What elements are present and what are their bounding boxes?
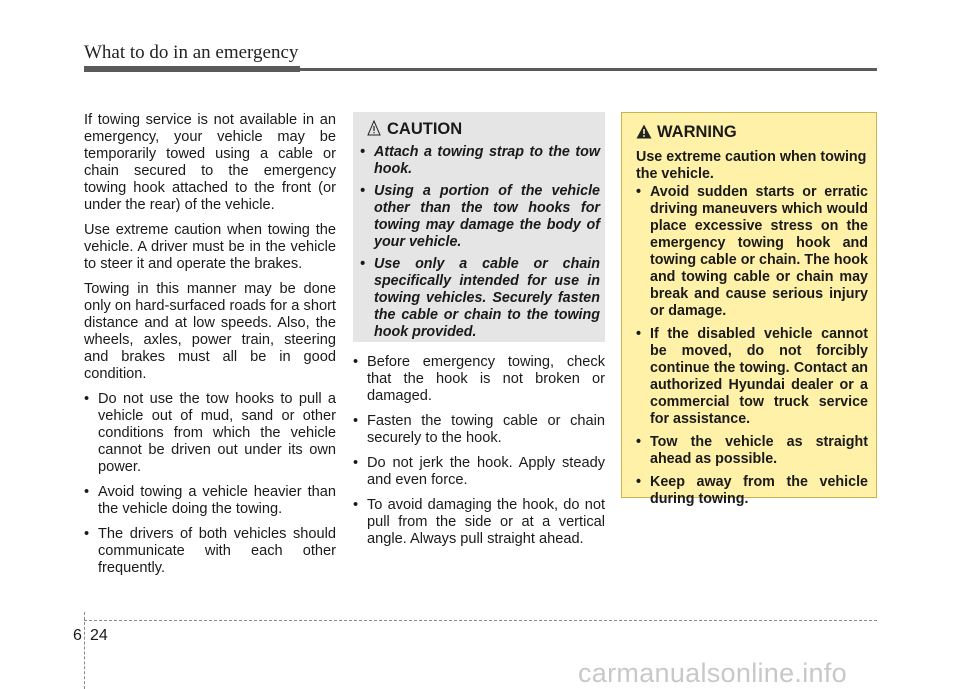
- left-column: [84, 112, 336, 585]
- list-item: • Tow the vehicle as straight ahead as possible.: [636, 434, 868, 468]
- caution-heading: [367, 120, 462, 139]
- list-item: • Avoid towing a vehicle heavier than the vehicle doing the towing.: [84, 484, 336, 518]
- list-item: • Avoid sudden starts or erratic driving maneuvers which would place excessive stress on the emergency towing hook and towing cable or chain. The hook and towing cable or chain may break and cause serious injury or damage.: [636, 184, 868, 320]
- footer-rule: [84, 620, 877, 621]
- list-item: • Keep away from the vehicle during towing.: [636, 474, 868, 508]
- caution-triangle-icon: [367, 120, 381, 136]
- header-rule: [84, 68, 877, 71]
- warning-intro: Use extreme caution when towing the vehicle.: [636, 149, 867, 182]
- list-item: • To avoid damaging the hook, do not pull from the side or at a vertical angle. Always pull straight ahead.: [353, 497, 605, 548]
- warning-heading: [636, 123, 737, 142]
- caution-title: CAUTION: [387, 120, 463, 138]
- chapter-number: 6: [73, 627, 82, 644]
- list-item: • Fasten the towing cable or chain securely to the hook.: [353, 413, 605, 447]
- paragraph: If towing service is not available in an emergency, your vehicle may be temporarily towed using a cable or chain secured to the emergency towing hook attached to the front (or under the rear) of the vehicle.: [84, 112, 336, 213]
- list-item: • If the disabled vehicle cannot be moved, do not forcibly continue the towing. Contact an authorized Hyundai dealer or a commercial tow truck service for assistance.: [636, 326, 868, 428]
- caution-list: [360, 144, 600, 346]
- warning-title: WARNING: [657, 123, 737, 141]
- footer-divider: [84, 612, 85, 689]
- middle-column: [353, 354, 605, 556]
- warning-list: [636, 184, 868, 514]
- list-item: • Using a portion of the vehicle other than the tow hooks for towing may damage the body of your vehicle.: [360, 183, 600, 251]
- page-number: 24: [90, 627, 108, 644]
- paragraph: Use extreme caution when towing the vehicle. A driver must be in the vehicle to steer it and operate the brakes.: [84, 222, 336, 272]
- watermark: carmanualsonline.info: [578, 658, 847, 688]
- list-item: • Attach a towing strap to the tow hook.: [360, 144, 600, 178]
- bullet-list: [84, 391, 336, 577]
- list-item: • Do not jerk the hook. Apply steady and even force.: [353, 455, 605, 489]
- list-item: • The drivers of both vehicles should communicate with each other frequently.: [84, 526, 336, 577]
- warning-triangle-icon: [636, 124, 652, 139]
- caution-box: [353, 112, 605, 342]
- page-header-title: What to do in an emergency: [84, 42, 299, 63]
- list-item: • Use only a cable or chain specifically intended for use in towing vehicles. Securely fasten the cable or chain to the towing hook provided.: [360, 256, 600, 341]
- list-item: • Do not use the tow hooks to pull a vehicle out of mud, sand or other conditions from which the vehicle cannot be driven out under its own power.: [84, 391, 336, 476]
- paragraph: Towing in this manner may be done only on hard-surfaced roads for a short distance and at low speeds. Also, the wheels, axles, power train, steering and brakes must all be in good condition.: [84, 281, 336, 382]
- warning-box: [621, 112, 877, 507]
- list-item: • Before emergency towing, check that the hook is not broken or damaged.: [353, 354, 605, 405]
- bullet-list: [353, 354, 605, 548]
